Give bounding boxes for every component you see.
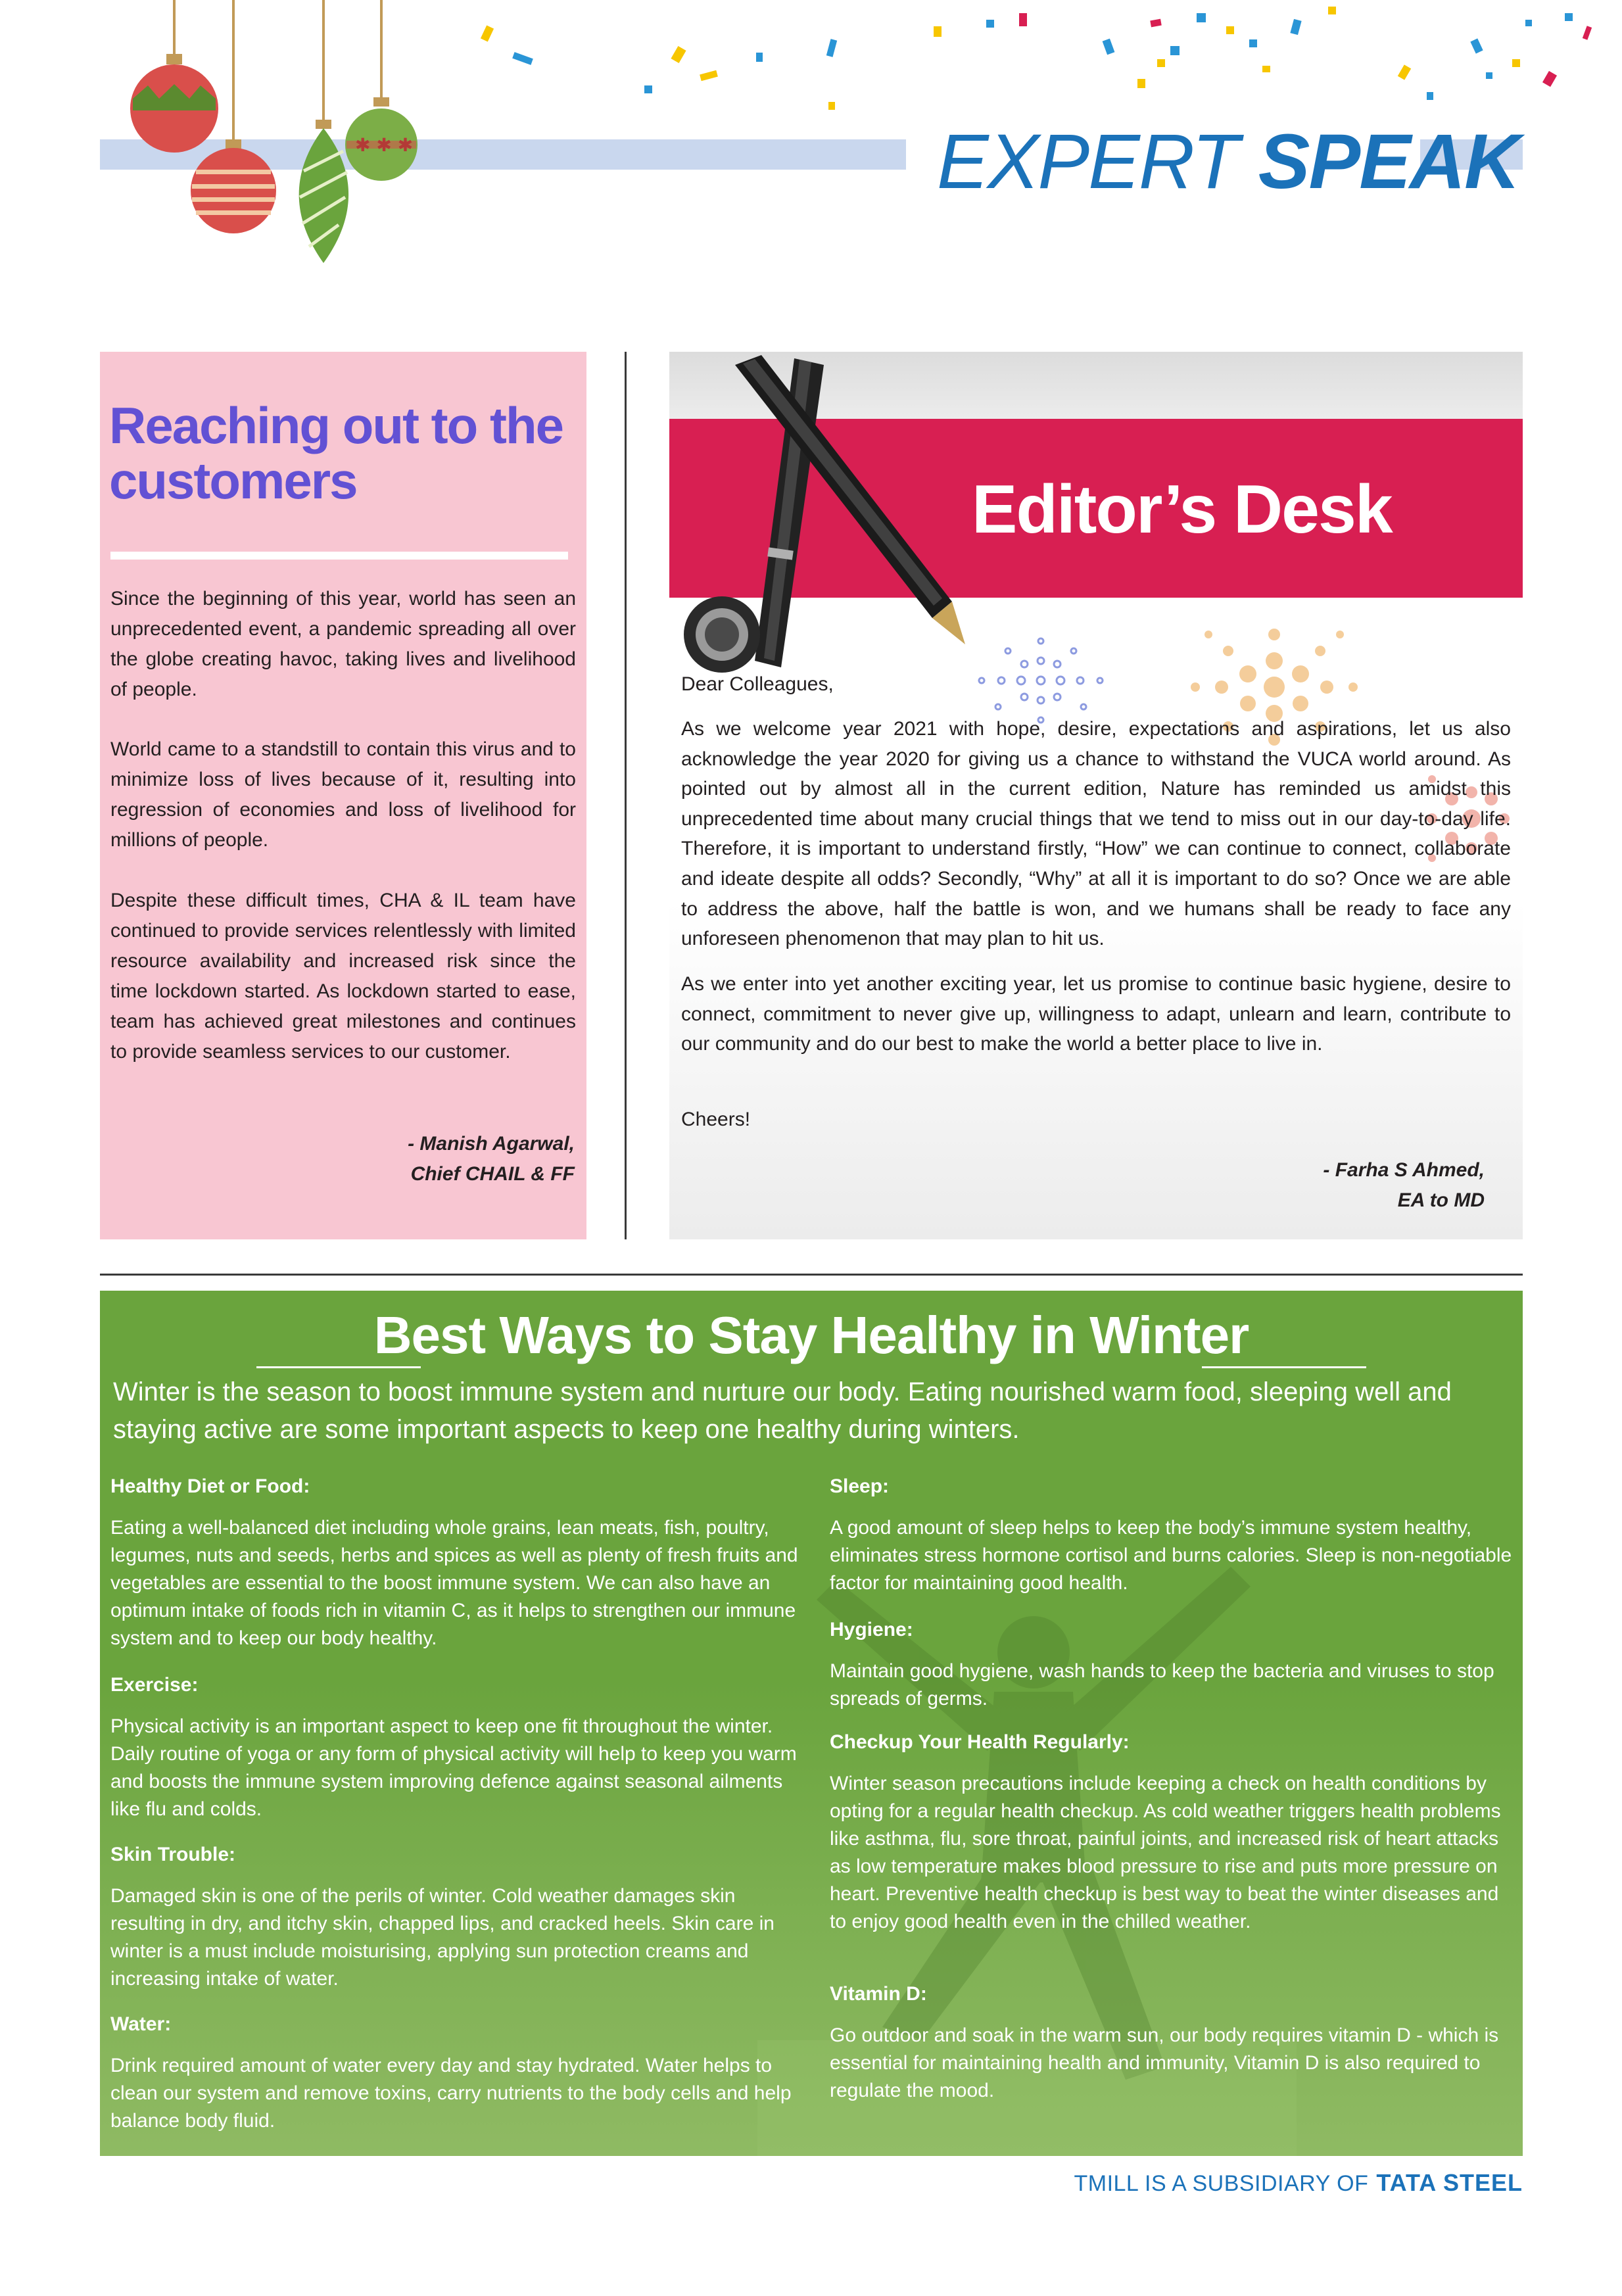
section-body: Physical activity is an important aspect to keep one fit throughout the winter. Daily routine of yoga or any form of physical activity will help to keep you warm and boosts the immune system improving defence against seasonal ailments like flu and colds. bbox=[110, 1715, 797, 1820]
christmas-ornaments-decoration bbox=[118, 0, 434, 270]
vertical-divider bbox=[625, 352, 627, 1239]
tata-steel-logo: TATA STEEL bbox=[1376, 2169, 1523, 2196]
editor-closing: Cheers! bbox=[681, 1109, 751, 1130]
page-title-part2: SPEAK bbox=[1258, 118, 1519, 205]
section-heading: Hygiene: bbox=[830, 1619, 913, 1640]
section-heading: Skin Trouble: bbox=[110, 1844, 236, 1865]
section-heading: Vitamin D: bbox=[830, 1983, 927, 2005]
reaching-out-paragraph: Since the beginning of this year, world has seen an unprecedented event, a pandemic spreading all over the globe creating havoc, taking lives and livelihood of people. bbox=[110, 588, 576, 700]
editor-signature-title: EA to MD bbox=[1397, 1189, 1485, 1211]
editor-greeting: Dear Colleagues, bbox=[681, 673, 834, 695]
editor-paragraph: As we enter into yet another exciting year, let us promise to continue basic hygiene, desire to connect, commitment to never give up, willingness to adapt, unlearn and learn, contribute to our community and do our best to make the world a better place to live in. bbox=[681, 973, 1511, 1055]
editor-paragraph: As we welcome year 2021 with hope, desire, expectations and aspirations, let us also acknowledge the year 2020 for giving us a chance to withstand the VUCA world around. As pointed out by almost all in the current edition, Nature has reminded us amidst this unprecedented time about many crucial things that we tend to miss out in our day-to-day life. Therefore, it is important to understand firstly, “How” we can continue to connect, collaborate and ideate despite all odds? Secondly, “Why” at all it is important to do so? Once we are able to address the above, half the battle is won, and we humans shall be ready to face any unforeseen phenomenon that may plan to hit us. bbox=[681, 718, 1511, 950]
winter-title: Best Ways to Stay Healthy in Winter bbox=[373, 1306, 1249, 1364]
editor-signature-name: - Farha S Ahmed, bbox=[1323, 1159, 1485, 1181]
section-body: Winter season precautions include keeping a check on health conditions by opting for a regular health checkup. As cold weather triggers health problems like asthma, flu, sore throat, painful joints, and increased risk of heart attacks as low temperature makes blood pressure to rise and puts more pressure on heart. Preventive health checkup is best way to beat the winter diseases and to enjoy good health even in the chilled weather. bbox=[830, 1773, 1501, 1932]
editor-desk-panel bbox=[669, 352, 1523, 1239]
svg-text:✱ ✱ ✱: ✱ ✱ ✱ bbox=[355, 134, 414, 156]
section-body: Damaged skin is one of the perils of winter. Cold weather damages skin resulting in dry, and itchy skin, chapped lips, and cracked heels. Skin care in winter is a must include moisturising, applying sun protection creams and increasing intake of water. bbox=[110, 1885, 775, 1990]
footer-text: TMILL IS A SUBSIDIARY OF bbox=[1074, 2171, 1369, 2196]
title-underline bbox=[110, 552, 568, 560]
section-body: A good amount of sleep helps to keep the body’s immune system healthy, eliminates stress hormone cortisol and burns calories. Sleep is non-negotiable factor for maintaining good health. bbox=[830, 1517, 1512, 1594]
section-heading: Water: bbox=[110, 2013, 172, 2035]
reaching-out-panel bbox=[100, 352, 586, 1239]
section-heading: Checkup Your Health Regularly: bbox=[830, 1731, 1130, 1753]
confetti-decoration bbox=[460, 0, 1622, 112]
section-body: Drink required amount of water every day and stay hydrated. Water helps to clean our system and remove toxins, carry nutrients to the body cells and help balance body fluid. bbox=[110, 2055, 792, 2132]
section-heading: Exercise: bbox=[110, 1674, 199, 1696]
reaching-out-signature-name: - Manish Agarwal, bbox=[408, 1133, 575, 1155]
reaching-out-signature-title: Chief CHAIL & FF bbox=[410, 1163, 575, 1185]
reaching-out-title: Reaching out to the customers bbox=[109, 396, 563, 510]
section-heading: Sleep: bbox=[830, 1475, 890, 1497]
pens-image bbox=[682, 352, 972, 681]
editor-desk-title: Editor’s Desk bbox=[972, 471, 1392, 548]
reaching-out-paragraph: World came to a standstill to contain this virus and to minimize loss of lives because of it, resulting into regression of economies and loss of livelihood for millions of people. bbox=[110, 738, 576, 851]
horizontal-divider bbox=[100, 1274, 1523, 1276]
page-title bbox=[937, 116, 1519, 208]
winter-title-rule-left bbox=[256, 1366, 421, 1368]
winter-intro: Winter is the season to boost immune system and nurture our body. Eating nourished warm food, sleeping well and staying active are some important aspects to keep one healthy during winters. bbox=[113, 1377, 1452, 1444]
winter-title-rule-right bbox=[1202, 1366, 1366, 1368]
section-body: Maintain good hygiene, wash hands to keep the bacteria and viruses to stop spreads of germs. bbox=[830, 1660, 1494, 1710]
section-heading: Healthy Diet or Food: bbox=[110, 1475, 310, 1497]
section-body: Eating a well-balanced diet including whole grains, lean meats, fish, poultry, legumes, nuts and seeds, herbs and spices as well as plenty of fresh fruits and vegetables are essential to the boost immune system. We can also have an optimum intake of foods rich in vitamin C, as it helps to strengthen our immune system and to keep our body healthy. bbox=[110, 1517, 798, 1649]
section-body: Go outdoor and soak in the warm sun, our body requires vitamin D - which is essential for maintaining health and immunity, Vitamin D is also required to regulate the mood. bbox=[830, 2024, 1499, 2101]
footer bbox=[999, 2166, 1523, 2199]
reaching-out-paragraph: Despite these difficult times, CHA & IL team have continued to provide services relentlessly with limited resource availability and increased risk since the time lockdown started. As lockdown started to ease, team has achieved great milestones and continues to provide seamless services to our customer. bbox=[110, 890, 576, 1063]
page-title-part1: EXPERT bbox=[937, 118, 1238, 205]
winter-health-panel bbox=[100, 1291, 1523, 2156]
